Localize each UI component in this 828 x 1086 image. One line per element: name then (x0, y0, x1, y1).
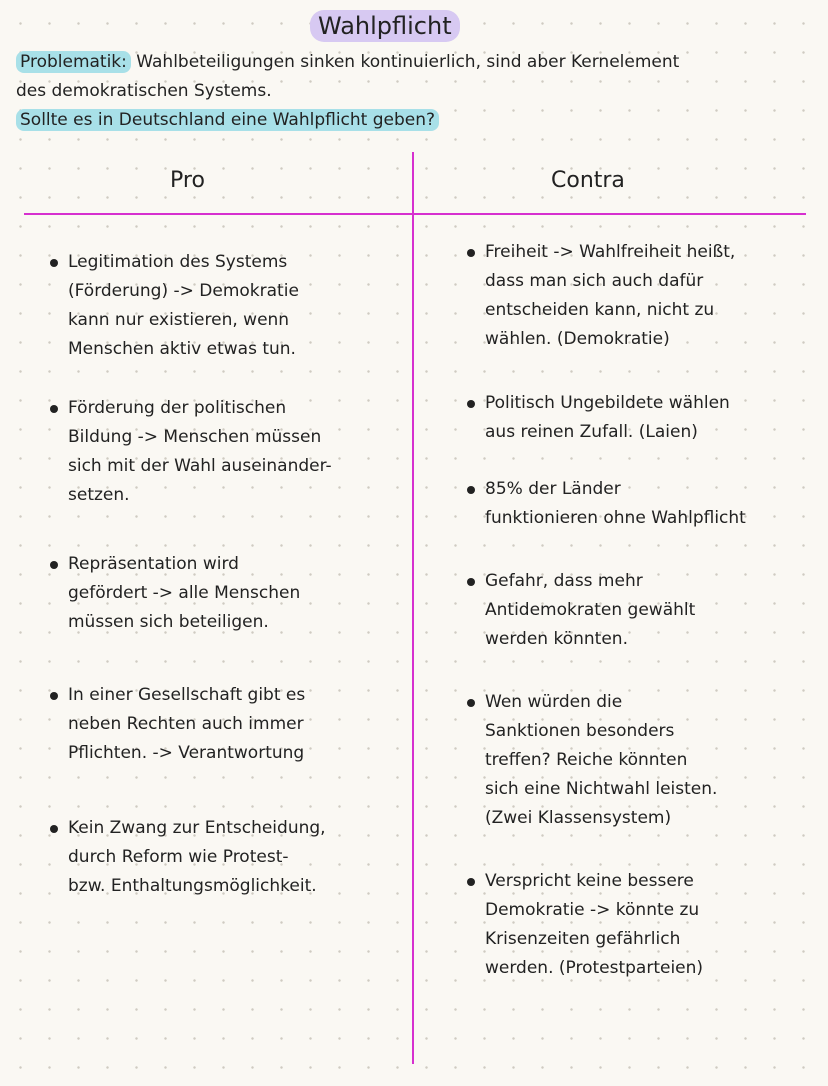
pro-argument (68, 394, 332, 510)
argument-line: Freiheit -> Wahlfreiheit heißt, (485, 242, 736, 262)
contra-heading: Contra (551, 168, 625, 193)
contra-argument (485, 238, 735, 354)
bullet-icon (50, 561, 58, 569)
argument-line: kann nur existieren, wenn (68, 310, 290, 330)
contra-argument (485, 867, 703, 983)
contra-argument (485, 567, 695, 654)
argument-line: (Zwei Klassensystem) (485, 808, 672, 828)
argument-line: Menschen aktiv etwas tun. (68, 339, 296, 359)
argument-line: Förderung der politischen (68, 398, 287, 418)
column-divider (412, 152, 414, 1064)
argument-line: Pflichten. -> Verantwortung (68, 743, 305, 763)
argument-line: durch Reform wie Protest- (68, 847, 289, 867)
argument-line: Antidemokraten gewählt (485, 600, 696, 620)
bullet-icon (50, 825, 58, 833)
pro-heading: Pro (170, 168, 205, 193)
bullet-icon (467, 878, 475, 886)
argument-line: 85% der Länder (485, 479, 621, 499)
question: Sollte es in Deutschland eine Wahlpflicht geben? (16, 109, 439, 131)
bullet-icon (50, 692, 58, 700)
contra-argument (485, 475, 746, 533)
argument-line: gefördert -> alle Menschen (68, 583, 301, 603)
argument-line: Demokratie -> könnte zu (485, 900, 700, 920)
pro-argument (68, 248, 299, 364)
pro-argument (68, 550, 300, 637)
argument-line: neben Rechten auch immer (68, 714, 304, 734)
argument-line: entscheiden kann, nicht zu (485, 300, 715, 320)
argument-line: setzen. (68, 485, 130, 505)
argument-line: Krisenzeiten gefährlich (485, 929, 681, 949)
argument-line: Sanktionen besonders (485, 721, 675, 741)
argument-line: bzw. Enthaltungsmöglichkeit. (68, 876, 317, 896)
header-divider (24, 213, 806, 215)
argument-line: Gefahr, dass mehr (485, 571, 643, 591)
argument-line: werden könnten. (485, 629, 628, 649)
bullet-icon (467, 486, 475, 494)
intro (16, 48, 679, 135)
argument-line: sich mit der Wahl auseinander- (68, 456, 332, 476)
argument-line: Kein Zwang zur Entscheidung, (68, 818, 326, 838)
bullet-icon (50, 259, 58, 267)
contra-argument (485, 389, 730, 447)
contra-argument (485, 688, 717, 833)
intro-line-2: des demokratischen Systems. (16, 81, 272, 101)
pro-argument (68, 681, 305, 768)
argument-line: dass man sich auch dafür (485, 271, 704, 291)
argument-line: werden. (Protestparteien) (485, 958, 704, 978)
argument-line: Verspricht keine bessere (485, 871, 694, 891)
bullet-icon (467, 578, 475, 586)
intro-line-1 (16, 48, 679, 77)
argument-line: Politisch Ungebildete wählen (485, 393, 730, 413)
argument-line: Repräsentation wird (68, 554, 239, 574)
argument-line: Bildung -> Menschen müssen (68, 427, 322, 447)
argument-line: müssen sich beteiligen. (68, 612, 269, 632)
argument-line: aus reinen Zufall. (Laien) (485, 422, 698, 442)
bullet-icon (467, 400, 475, 408)
argument-line: funktionieren ohne Wahlpflicht (485, 508, 746, 528)
argument-line: Legitimation des Systems (68, 252, 288, 272)
bullet-icon (50, 405, 58, 413)
argument-line: treffen? Reiche könnten (485, 750, 688, 770)
bullet-icon (467, 699, 475, 707)
intro-text: Wahlbeteiligungen sinken kontinuierlich, sind aber Kernelement (136, 52, 680, 72)
pro-argument (68, 814, 326, 901)
argument-line: In einer Gesellschaft gibt es (68, 685, 306, 705)
page-title: Wahlpflicht (310, 10, 460, 42)
problem-label: Problematik: (16, 51, 131, 73)
argument-line: (Förderung) -> Demokratie (68, 281, 299, 301)
argument-line: Wen würden die (485, 692, 623, 712)
bullet-icon (467, 249, 475, 257)
argument-line: sich eine Nichtwahl leisten. (485, 779, 718, 799)
argument-line: wählen. (Demokratie) (485, 329, 670, 349)
